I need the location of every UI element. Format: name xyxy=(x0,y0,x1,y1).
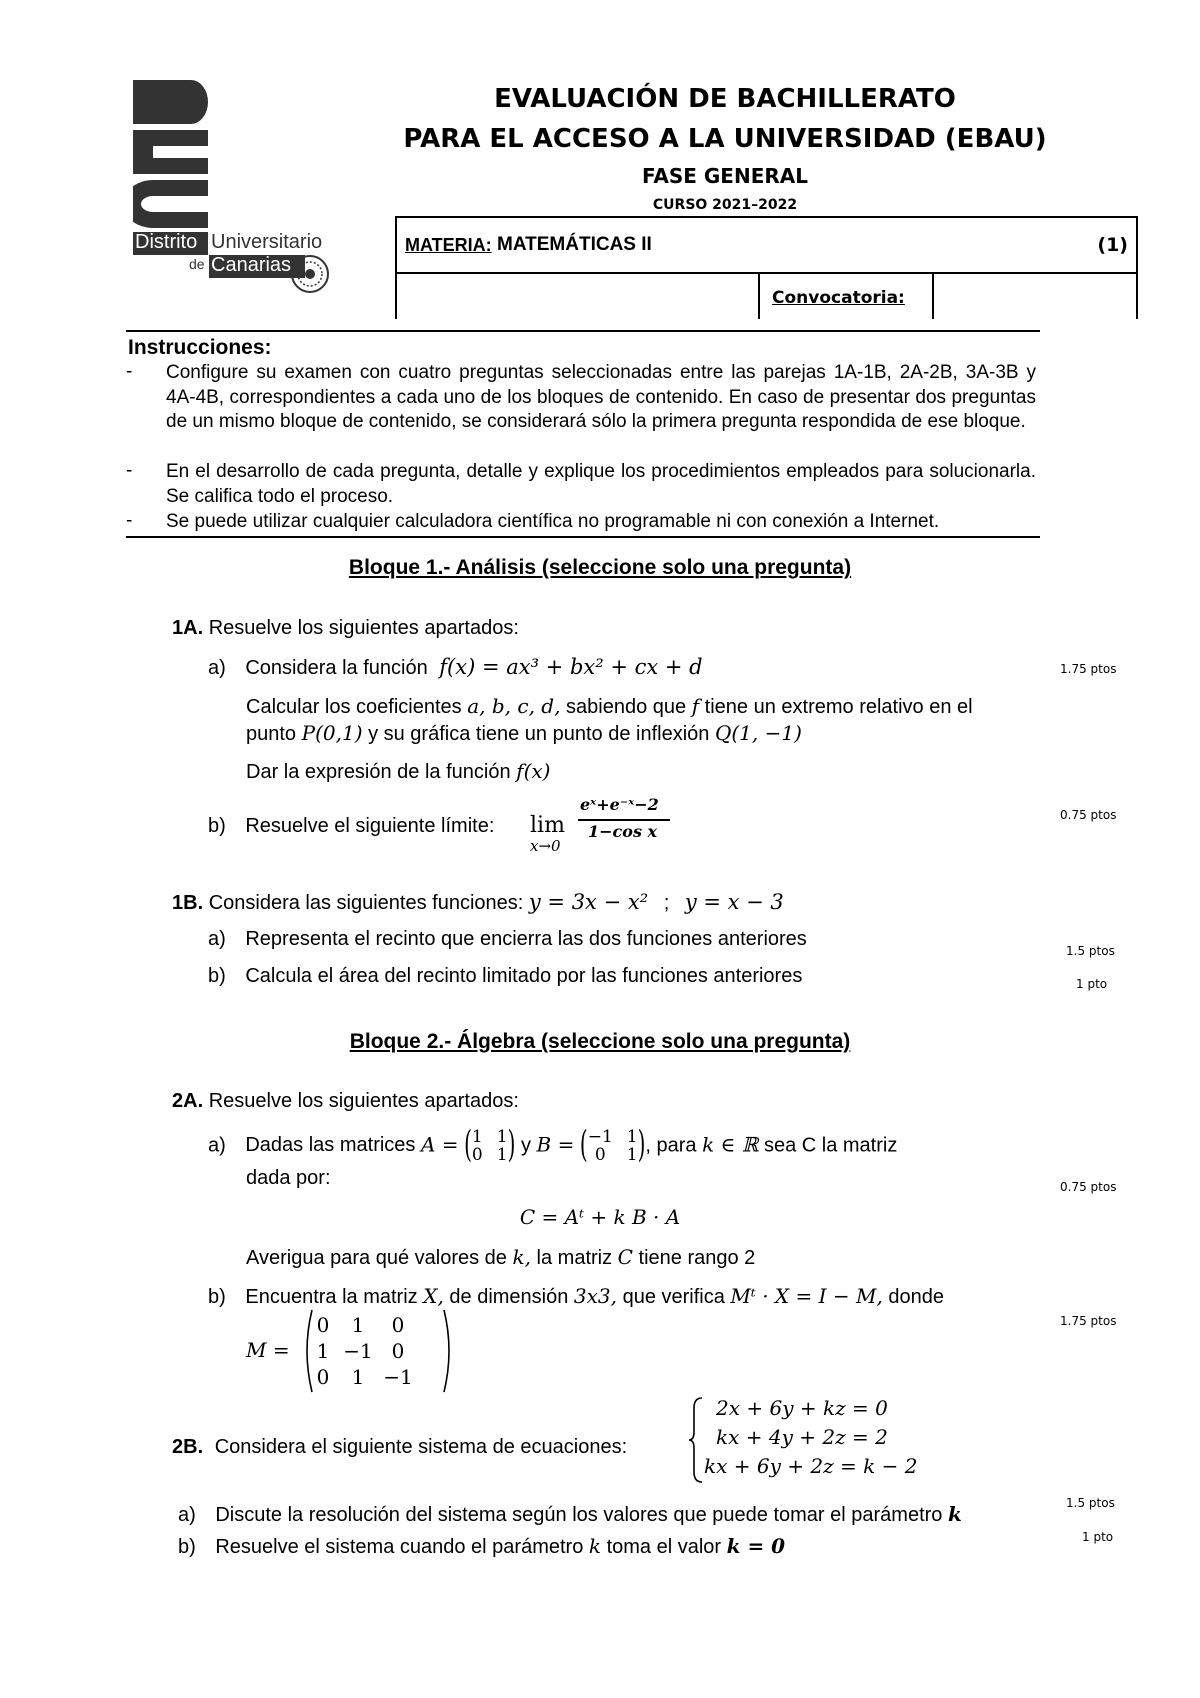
matrix-cell: 0 xyxy=(594,1145,606,1165)
math-k: k xyxy=(588,1534,602,1558)
instruction-bullet: - xyxy=(126,361,133,382)
limit-numerator: eˣ+e⁻ˣ−2 xyxy=(580,795,659,814)
item-1a-a-line3 xyxy=(246,721,802,746)
question-2b-label: 2B. xyxy=(172,1436,204,1458)
text: donde xyxy=(888,1286,945,1308)
math-k: k xyxy=(947,1502,962,1526)
exam-number: (1) xyxy=(1097,234,1128,256)
formula-cubic: f(x) = ax³ + bx² + cx + d xyxy=(439,655,703,679)
materia-row xyxy=(397,218,1136,274)
item-1a-b xyxy=(208,815,494,838)
text: y xyxy=(520,1134,531,1157)
exam-phase: FASE GENERAL xyxy=(642,164,808,188)
limit-expression xyxy=(530,795,680,855)
item-marker: a) xyxy=(208,657,226,679)
instruction-bullet: - xyxy=(126,510,133,531)
separator: ; xyxy=(663,892,670,914)
limit-denominator: 1−cos x xyxy=(588,822,658,841)
instruction-2: En el desarrollo de cada pregunta, detalle y explique los procedimientos empleados para solucionarla. Se califica todo el proceso. xyxy=(166,461,1036,507)
matrix-cell: 1 xyxy=(351,1365,365,1389)
question-1a-text: Resuelve los siguientes apartados: xyxy=(208,617,519,639)
question-1a xyxy=(172,617,519,640)
matrix-a-label: A = xyxy=(420,1132,459,1157)
math-x: X, xyxy=(423,1284,444,1308)
item-marker: b) xyxy=(178,1536,196,1558)
math-vars: a, b, c, d, xyxy=(467,694,561,718)
matrix-cell: 1 xyxy=(496,1127,508,1147)
matrix-m xyxy=(308,1312,418,1390)
limit-sub: x→0 xyxy=(530,837,561,855)
matrix-b-label: B = xyxy=(536,1132,575,1157)
item-1a-a-line2 xyxy=(246,694,973,719)
item-text: Discute la resolución del sistema según los valores que puede tomar el parámetro xyxy=(215,1504,943,1526)
item-marker: a) xyxy=(208,1134,226,1157)
bloque1-title: Bloque 1.- Análisis (seleccione solo una pregunta) xyxy=(348,556,852,579)
points-1b-a: 1.5 ptos xyxy=(1066,944,1115,958)
math-k: k, xyxy=(512,1245,531,1269)
instructions-top-rule xyxy=(126,330,1040,332)
item-text: Resuelve el siguiente límite: xyxy=(245,815,495,837)
text: Encuentra la matriz xyxy=(245,1286,418,1308)
math-k-in-r: k ∈ ℝ xyxy=(702,1132,759,1157)
matrix-cell: −1 xyxy=(383,1365,413,1389)
matrix-cell: 1 xyxy=(316,1339,330,1363)
matrix-cell: 1 xyxy=(626,1127,638,1147)
matrix-m-label: M = xyxy=(246,1338,290,1362)
math-dim: 3x3, xyxy=(573,1284,618,1308)
points-2a-a: 0.75 ptos xyxy=(1060,1180,1117,1194)
item-marker: b) xyxy=(208,965,226,987)
text: , para xyxy=(645,1134,697,1157)
item-1a-a xyxy=(208,655,703,680)
paren-open: ( xyxy=(579,1122,588,1166)
bloque2-title: Bloque 2.- Álgebra (seleccione solo una pregunta) xyxy=(349,1030,851,1053)
item-marker: b) xyxy=(208,1286,226,1308)
matrix-cell: 0 xyxy=(316,1365,330,1389)
materia-label: MATERIA: xyxy=(405,235,492,255)
exam-title-line2: PARA EL ACCESO A LA UNIVERSIDAD (EBAU) xyxy=(403,124,1047,154)
matrix-a xyxy=(472,1128,508,1164)
points-1a-b: 0.75 ptos xyxy=(1060,808,1117,822)
text: punto xyxy=(246,723,297,745)
text: Dar la expresión de la función xyxy=(246,761,511,783)
text: Calcular los coeficientes xyxy=(246,696,462,718)
matrix-cell: 1 xyxy=(496,1145,508,1165)
item-1a-a-line4 xyxy=(246,759,550,784)
matrix-cell: 1 xyxy=(471,1127,483,1147)
seal-icon xyxy=(290,254,330,294)
instruction-bullet: - xyxy=(126,460,133,481)
points-1b-b: 1 pto xyxy=(1076,977,1108,991)
limit-lim: lim xyxy=(530,813,565,838)
item-2b-a xyxy=(178,1502,962,1527)
matrix-cell: 0 xyxy=(391,1313,405,1337)
system-eq-1: 2x + 6y + kz = 0 xyxy=(716,1396,888,1420)
matrix-cell: 0 xyxy=(471,1145,483,1165)
math-fx: f(x) xyxy=(516,759,551,783)
question-1b-text: Considera las siguientes funciones: xyxy=(208,892,524,914)
item-2a-a-line2: dada por: xyxy=(246,1167,331,1189)
logo-text-distrito: Distrito xyxy=(135,231,198,253)
matrix-bracket-right xyxy=(442,1308,456,1394)
math-point-q: Q(1, −1) xyxy=(714,721,802,745)
matrix-cell: −1 xyxy=(343,1339,373,1363)
equation-system xyxy=(688,1396,948,1486)
item-text: Representa el recinto que encierra las dos funciones anteriores xyxy=(245,928,807,950)
instruction-3: Se puede utilizar cualquier calculadora científica no programable ni con conexión a Internet. xyxy=(166,511,940,532)
math-f: f xyxy=(691,694,700,718)
logo-text-canarias: Canarias xyxy=(211,254,292,276)
text: que verifica xyxy=(622,1286,725,1308)
item-1b-b xyxy=(208,965,802,988)
question-1b-label: 1B. xyxy=(172,892,204,914)
function-1: y = 3x − x² xyxy=(528,890,649,914)
text: sabiendo que xyxy=(566,696,687,718)
matrix-cell: 1 xyxy=(626,1145,638,1165)
text: de dimensión xyxy=(449,1286,569,1308)
item-2b-b xyxy=(178,1534,785,1559)
item-text: Considera la función xyxy=(245,657,428,679)
question-2a-label: 2A. xyxy=(172,1090,204,1112)
item-marker: a) xyxy=(208,928,226,950)
exam-course: CURSO 2021–2022 xyxy=(652,197,798,213)
item-1b-a xyxy=(208,928,807,951)
materia-value: MATEMÁTICAS II xyxy=(497,234,652,255)
materia-box xyxy=(395,216,1138,319)
logo-text-de: de xyxy=(189,256,205,272)
paren-open: ( xyxy=(464,1122,472,1166)
matrix-b xyxy=(588,1128,638,1164)
system-eq-2: kx + 4y + 2z = 2 xyxy=(716,1425,888,1449)
question-2a xyxy=(172,1090,519,1113)
formula-c-matrix: C = Aᵗ + k B · A xyxy=(519,1205,681,1229)
item-text: Dadas las matrices xyxy=(245,1134,416,1157)
points-2a-b: 1.75 ptos xyxy=(1060,1314,1117,1328)
duc-logo xyxy=(133,80,343,295)
instructions-bottom-rule xyxy=(126,536,1040,538)
text: Resuelve el sistema cuando el parámetro xyxy=(215,1536,584,1558)
math-point-p: P(0,1) xyxy=(301,721,363,745)
text: tiene rango 2 xyxy=(638,1247,756,1269)
exam-title-line1: EVALUACIÓN DE BACHILLERATO xyxy=(494,84,956,114)
points-2b-b: 1 pto xyxy=(1082,1530,1114,1544)
instructions-title: Instrucciones: xyxy=(128,336,272,359)
system-brace xyxy=(688,1396,704,1484)
item-2a-b xyxy=(208,1284,944,1309)
text: tiene un extremo relativo en el xyxy=(704,696,973,718)
function-2: y = x − 3 xyxy=(684,890,784,914)
question-1a-label: 1A. xyxy=(172,617,204,639)
points-2b-a: 1.5 ptos xyxy=(1066,1496,1115,1510)
question-1b xyxy=(172,890,784,915)
paren-close: ) xyxy=(637,1122,646,1166)
text: y su gráfica tiene un punto de inflexión xyxy=(368,723,710,745)
points-1a-a: 1.75 ptos xyxy=(1060,662,1117,676)
question-2a-text: Resuelve los siguientes apartados: xyxy=(208,1090,519,1112)
text: toma el valor xyxy=(606,1536,722,1558)
instruction-1: Configure su examen con cuatro preguntas seleccionadas entre las parejas 1A-1B, 2A-2B, 3A-3B y 4A-4B, correspondientes a cada uno de los bloques de contenido. En caso de presentar dos preguntas de un mismo bloque de contenido, se considerará sólo la primera pregunta respondida de ese bloque. xyxy=(166,362,1036,432)
text: sea C la matriz xyxy=(763,1134,898,1157)
item-2a-a xyxy=(208,1122,898,1166)
item-marker: b) xyxy=(208,815,226,837)
convocatoria-label: Convocatoria: xyxy=(772,288,905,308)
matrix-cell: −1 xyxy=(587,1127,613,1147)
question-2b xyxy=(172,1436,627,1459)
item-text: Calcula el área del recinto limitado por las funciones anteriores xyxy=(245,965,803,987)
question-2b-text: Considera el siguiente sistema de ecuaciones: xyxy=(214,1436,628,1458)
matrix-cell: 0 xyxy=(391,1339,405,1363)
item-marker: a) xyxy=(178,1504,196,1526)
duc-logo-mark xyxy=(133,80,208,228)
paren-close: ) xyxy=(507,1122,516,1166)
matrix-cell: 0 xyxy=(316,1313,330,1337)
matrix-cell: 1 xyxy=(351,1313,365,1337)
math-equation: Mᵗ · X = I − M, xyxy=(730,1284,883,1308)
logo-text-universitario: Universitario xyxy=(211,231,323,253)
text: la matriz xyxy=(536,1247,613,1269)
math-c: C xyxy=(617,1245,633,1269)
text: Averigua para qué valores de xyxy=(246,1247,507,1269)
math-k-zero: k = 0 xyxy=(726,1534,786,1558)
system-eq-3: kx + 6y + 2z = k − 2 xyxy=(704,1454,918,1478)
item-2a-a-line4 xyxy=(246,1245,755,1270)
